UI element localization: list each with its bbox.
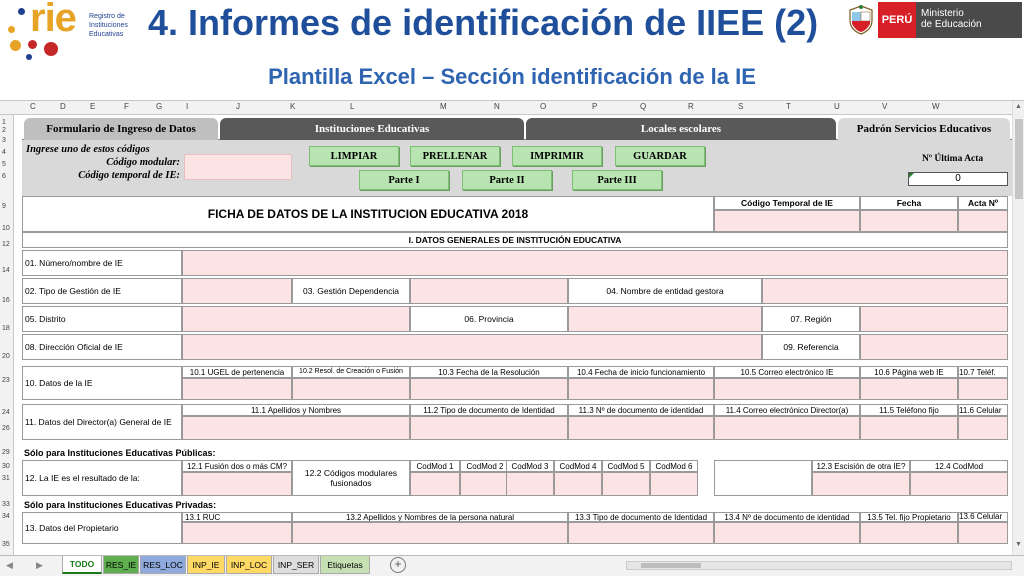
f02-field[interactable] [182, 278, 292, 304]
scroll-up-icon[interactable]: ▲ [1015, 103, 1022, 110]
row-header[interactable]: 1 [2, 119, 6, 126]
codigo-modular-label: Código modular: [106, 157, 180, 168]
f10-3-field[interactable] [410, 378, 568, 400]
column-header[interactable]: J [236, 102, 240, 111]
codmod-field[interactable] [506, 472, 554, 496]
column-header[interactable]: M [440, 102, 447, 111]
row-header[interactable]: 35 [2, 541, 10, 548]
ingrese-label: Ingrese uno de estos códigos [26, 144, 150, 155]
row-header[interactable]: 23 [2, 377, 10, 384]
peru-shield-icon [846, 4, 876, 36]
f04-label: 04. Nombre de entidad gestora [568, 278, 762, 304]
f01-label: 01. Número/nombre de IE [22, 250, 182, 276]
f12-1-field[interactable] [182, 472, 292, 496]
f12-blank-cell [714, 460, 812, 496]
f13-1-header: 13.1 RUC [182, 512, 292, 522]
horizontal-scrollbar[interactable] [626, 561, 1012, 570]
f11-label: 11. Datos del Director(a) General de IE [22, 404, 182, 440]
f12-4-field[interactable] [910, 472, 1008, 496]
publicas-heading: Sólo para Instituciones Educativas Públicas: [24, 448, 216, 458]
column-header[interactable]: E [90, 102, 96, 111]
logo-dot [28, 40, 37, 49]
f10-4-header: 10.4 Fecha de inicio funcionamiento [568, 366, 714, 378]
spreadsheet [22, 118, 1012, 552]
parte-1-button[interactable]: Parte I [359, 170, 449, 190]
codmod-field[interactable] [650, 472, 698, 496]
logo-subtitle: Registro de Instituciones Educativas [89, 13, 128, 38]
f03-label: 03. Gestión Dependencia [292, 278, 410, 304]
ficha-title: FICHA DE DATOS DE LA INSTITUCION EDUCATIVA 2018 [22, 196, 714, 232]
f13-5-field[interactable] [860, 522, 958, 544]
f10-2-header: 10.2 Resol. de Creación o Fusión [292, 366, 410, 378]
f11-6-header: 11.6 Celular [958, 404, 1008, 416]
vertical-scrollbar[interactable] [1012, 101, 1024, 555]
logo-dot [44, 42, 58, 56]
f06-field[interactable] [568, 306, 762, 332]
row-header[interactable]: 4 [2, 149, 6, 156]
row-header[interactable]: 34 [2, 513, 10, 520]
row-headers [0, 115, 14, 555]
column-header[interactable]: N [494, 102, 500, 111]
acta-field[interactable] [958, 210, 1008, 232]
privadas-heading: Sólo para Instituciones Educativas Privadas: [24, 500, 217, 510]
parte-2-button[interactable]: Parte II [462, 170, 552, 190]
fecha-header: Fecha [860, 196, 958, 210]
f13-label: 13. Datos del Propietario [22, 512, 182, 544]
scroll-down-icon[interactable]: ▼ [1015, 541, 1022, 548]
f12-3-field[interactable] [812, 472, 910, 496]
sheet-tab-etiquetas[interactable]: Etiquetas [320, 556, 370, 574]
f13-3-header: 13.3 Tipo de documento de Identidad [568, 512, 714, 522]
f13-3-field[interactable] [568, 522, 714, 544]
row-header[interactable]: 6 [2, 173, 6, 180]
prellenar-button[interactable]: PRELLENAR [410, 146, 500, 166]
imprimir-button[interactable]: IMPRIMIR [512, 146, 602, 166]
sheet-tab-inp-ser[interactable]: INP_SER [273, 556, 319, 574]
f13-2-field[interactable] [292, 522, 568, 544]
f11-6-field[interactable] [958, 416, 1008, 440]
ministry-label: Ministerio de Educación [916, 2, 1022, 38]
column-header[interactable]: F [124, 102, 129, 111]
f13-4-field[interactable] [714, 522, 860, 544]
f05-label: 05. Distrito [22, 306, 182, 332]
f13-6-field[interactable] [958, 522, 1008, 544]
column-header[interactable]: G [156, 102, 163, 111]
scroll-thumb[interactable] [641, 563, 701, 568]
f13-6-header: 13.6 Celular [958, 512, 1008, 522]
f11-4-header: 11.4 Correo electrónico Director(a) [714, 404, 860, 416]
f13-1-field[interactable] [182, 522, 292, 544]
column-header[interactable]: T [786, 102, 791, 111]
parte-3-button[interactable]: Parte III [572, 170, 662, 190]
column-header[interactable]: D [60, 102, 66, 111]
f10-4-field[interactable] [568, 378, 714, 400]
f12-2-label: 12.2 Códigos modulares fusionados [292, 460, 410, 496]
codmod-field[interactable] [554, 472, 602, 496]
f11-3-field[interactable] [568, 416, 714, 440]
f11-1-field[interactable] [182, 416, 410, 440]
f13-2-header: 13.2 Apellidos y Nombres de la persona natural [292, 512, 568, 522]
codmod-header: CodMod 2 [460, 460, 510, 472]
f12-3-header: 12.3 Escisión de otra IE? [812, 460, 910, 472]
sheet-tab-todo[interactable]: TODO [62, 556, 102, 574]
form-tab-bar [22, 118, 1012, 140]
f11-2-header: 11.2 Tipo de documento de Identidad [410, 404, 568, 416]
section-datos-generales: I. DATOS GENERALES DE INSTITUCIÓN EDUCATIVA [22, 232, 1008, 248]
f12-1-header: 12.1 Fusión dos o más CM? [182, 460, 292, 472]
row-header[interactable]: 12 [2, 241, 10, 248]
f11-4-field[interactable] [714, 416, 860, 440]
f10-6-header: 10.6 Página web IE [860, 366, 958, 378]
fecha-field[interactable] [860, 210, 958, 232]
peru-label: PERÚ [878, 2, 916, 38]
row-header[interactable]: 10 [2, 225, 10, 232]
limpiar-button[interactable]: LIMPIAR [309, 146, 399, 166]
tab-padron[interactable]: Padrón Servicios Educativos [838, 118, 1010, 140]
codmod-header: CodMod 4 [554, 460, 602, 472]
f10-7-field[interactable] [958, 378, 1008, 400]
f10-1-header: 10.1 UGEL de pertenencia [182, 366, 292, 378]
row-header[interactable]: 14 [2, 267, 10, 274]
next-sheet-icon[interactable]: ▶ [36, 560, 43, 570]
f10-3-header: 10.3 Fecha de la Resolución [410, 366, 568, 378]
f10-5-field[interactable] [714, 378, 860, 400]
logo-word: rie [30, 0, 76, 40]
codmod-field[interactable] [410, 472, 460, 496]
sheet-tab-bar [0, 555, 1024, 576]
row-header[interactable]: 30 [2, 463, 10, 470]
codmod-header: CodMod 6 [650, 460, 698, 472]
f11-2-field[interactable] [410, 416, 568, 440]
codmod-header: CodMod 5 [602, 460, 650, 472]
cod-temporal-header: Código Temporal de IE [714, 196, 860, 210]
f10-7-header: 10.7 Teléf. [958, 366, 1008, 378]
column-header[interactable]: O [540, 102, 547, 111]
row-header[interactable]: 2 [2, 127, 6, 134]
f04-field[interactable] [762, 278, 1008, 304]
guardar-button[interactable]: GUARDAR [615, 146, 705, 166]
f03-field[interactable] [410, 278, 568, 304]
f13-4-header: 13.4 Nº de documento de identidad [714, 512, 860, 522]
tab-formulario[interactable]: Formulario de Ingreso de Datos [24, 118, 218, 140]
sheet-tab-res-ie[interactable]: RES_IE [103, 556, 139, 574]
sheet-tab-inp-ie[interactable]: INP_IE [187, 556, 225, 574]
row-header[interactable]: 20 [2, 353, 10, 360]
f08-field[interactable] [182, 334, 762, 360]
logo-dot [10, 40, 21, 51]
row-header[interactable]: 5 [2, 161, 6, 168]
row-header[interactable]: 26 [2, 425, 10, 432]
f09-label: 09. Referencia [762, 334, 860, 360]
f08-label: 08. Dirección Oficial de IE [22, 334, 182, 360]
row-header[interactable]: 29 [2, 449, 10, 456]
column-header[interactable]: S [738, 102, 744, 111]
column-headers [0, 101, 1012, 115]
f10-1-field[interactable] [182, 378, 292, 400]
tab-locales[interactable]: Locales escolares [526, 118, 836, 140]
f12-4-header: 12.4 CodMod [910, 460, 1008, 472]
row-header[interactable]: 33 [2, 501, 10, 508]
column-header[interactable]: C [30, 102, 36, 111]
column-header[interactable]: U [834, 102, 840, 111]
column-header[interactable]: R [688, 102, 694, 111]
f06-label: 06. Provincia [410, 306, 568, 332]
add-sheet-button[interactable]: + [390, 557, 406, 573]
f02-label: 02. Tipo de Gestión de IE [22, 278, 182, 304]
ultima-acta-label: Nº Última Acta [922, 154, 984, 164]
column-header[interactable]: V [882, 102, 888, 111]
codmod-header: CodMod 1 [410, 460, 460, 472]
sheet-tab-inp-loc[interactable]: INP_LOC [226, 556, 272, 574]
slide-subtitle: Plantilla Excel – Sección identificación de la IE [268, 64, 756, 89]
ficha-form [22, 196, 1012, 552]
f01-field[interactable] [182, 250, 1008, 276]
f05-field[interactable] [182, 306, 410, 332]
codigo-input[interactable] [184, 154, 292, 180]
f10-5-header: 10.5 Correo electrónico IE [714, 366, 860, 378]
f13-5-header: 13.5 Tel. fijo Propietario [860, 512, 958, 522]
f07-label: 07. Región [762, 306, 860, 332]
f07-field[interactable] [860, 306, 1008, 332]
logo-dot [18, 8, 25, 15]
f11-5-header: 11.5 Teléfono fijo [860, 404, 958, 416]
column-header[interactable]: K [290, 102, 296, 111]
row-header[interactable]: 24 [2, 409, 10, 416]
column-header[interactable]: Q [640, 102, 647, 111]
column-header[interactable]: W [932, 102, 940, 111]
codmod-field[interactable] [602, 472, 650, 496]
column-header[interactable]: P [592, 102, 598, 111]
codmod-field[interactable] [460, 472, 510, 496]
sheet-tab-res-loc[interactable]: RES_LOC [140, 556, 186, 574]
logo-dot [8, 26, 15, 33]
row-header[interactable]: 9 [2, 203, 6, 210]
column-header[interactable]: I [186, 102, 189, 111]
ultima-acta-value: 0 [908, 172, 1008, 186]
codmod-header: CodMod 3 [506, 460, 554, 472]
f11-5-field[interactable] [860, 416, 958, 440]
f12-label: 12. La IE es el resultado de la: [22, 460, 182, 496]
control-panel [22, 140, 1012, 196]
prev-sheet-icon[interactable]: ◀ [6, 560, 13, 570]
column-header[interactable]: L [350, 102, 355, 111]
logo-dot [26, 54, 32, 60]
row-header[interactable]: 16 [2, 297, 10, 304]
codigo-temporal-label: Código temporal de IE: [78, 170, 180, 181]
row-header[interactable]: 18 [2, 325, 10, 332]
rie-logo [4, 2, 144, 60]
scroll-thumb[interactable] [1015, 119, 1023, 199]
f11-1-header: 11.1 Apellidos y Nombres [182, 404, 410, 416]
acta-header: Acta Nº [958, 196, 1008, 210]
cod-temporal-field[interactable] [714, 210, 860, 232]
tab-instituciones[interactable]: Instituciones Educativas [220, 118, 524, 140]
cell-comment-marker [909, 173, 914, 178]
f10-6-field[interactable] [860, 378, 958, 400]
slide-title: 4. Informes de identificación de IIEE (2) [148, 2, 819, 43]
row-header[interactable]: 31 [2, 475, 10, 482]
f10-label: 10. Datos de la IE [22, 366, 182, 400]
f11-3-header: 11.3 Nº de documento de identidad [568, 404, 714, 416]
row-header[interactable]: 3 [2, 137, 6, 144]
f10-2-field[interactable] [292, 378, 410, 400]
f09-field[interactable] [860, 334, 1008, 360]
